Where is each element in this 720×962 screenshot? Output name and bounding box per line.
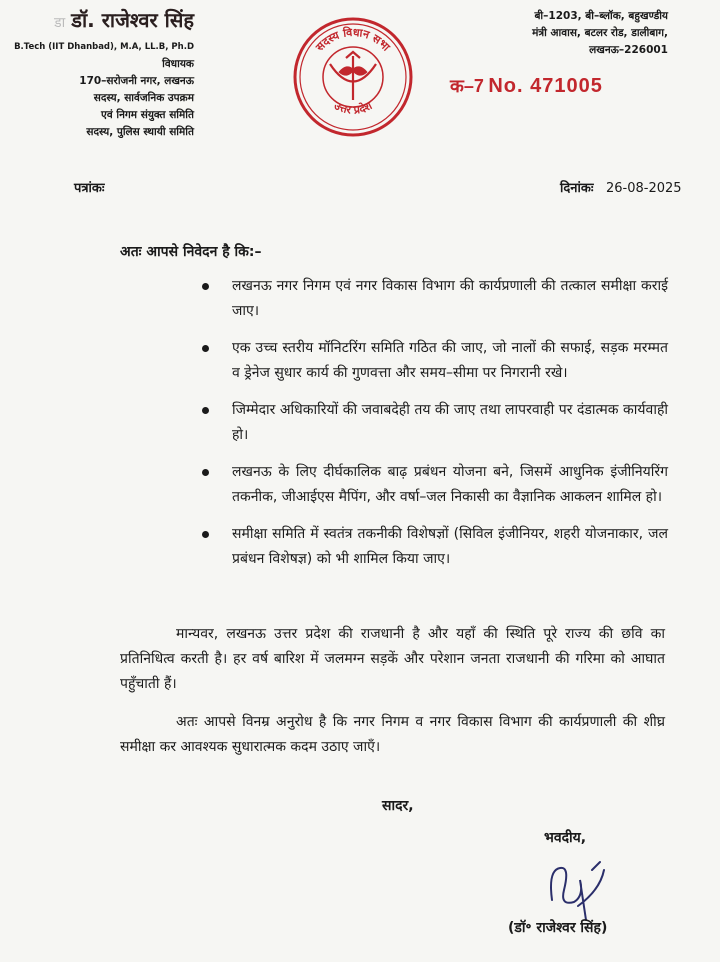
request-list	[196, 274, 668, 584]
request-text: एक उच्च स्तरीय मॉनिटरिंग समिति गठित की जाए, जो नालों की सफाई, सड़क मरम्मत व ड्रेनेज सुधार कार्य की गुणवत्ता और समय–सीमा पर निगरानी रखे।	[232, 340, 668, 381]
bullet-icon	[202, 345, 209, 352]
request-item	[196, 336, 668, 386]
committee-line-2: एवं निगम संयुक्त समिति	[101, 109, 194, 121]
emblem-top-text: सदस्य विधान सभा	[313, 25, 393, 54]
committee-line-1: सदस्य, सार्वजनिक उपक्रम	[93, 92, 194, 104]
request-item	[196, 398, 668, 448]
signature-mark	[530, 840, 640, 930]
designation: विधायक	[162, 58, 194, 70]
reference-label: पत्रांकः	[74, 181, 105, 196]
bullet-icon	[202, 531, 209, 538]
date-row	[560, 178, 682, 196]
committee-line-3: सदस्य, पुलिस स्थायी समिति	[86, 126, 194, 138]
emblem-fish-bow-icon	[330, 52, 376, 100]
date-label: दिनांकः	[560, 181, 594, 196]
serial-number	[450, 74, 630, 98]
salutation: अतः आपसे निवेदन है कि:–	[120, 244, 262, 260]
paragraph-2: अतः आपसे विनम्र अनुरोध है कि नगर निगम व नगर विकास विभाग की कार्यप्रणाली की शीघ्र समीक्षा कर आवश्यक सुधारात्मक कदम उठाए जाएँ।	[120, 714, 665, 755]
request-text: जिम्मेदार अधिकारियों की जवाबदेही तय की जाए तथा लापरवाही पर दंडात्मक कार्यवाही हो।	[232, 402, 668, 443]
serial-prefix: क–7	[450, 76, 484, 96]
bullet-icon	[202, 407, 209, 414]
serial-value: No. 471005	[488, 75, 603, 97]
address-line-3: लखनऊ–226001	[589, 44, 668, 56]
signer-name: (डॉ॰ राजेश्वर सिंह)	[508, 920, 608, 936]
request-text: लखनऊ नगर निगम एवं नगर विकास विभाग की कार्यप्रणाली की तत्काल समीक्षा कराई जाए।	[232, 278, 668, 319]
vidhan-sabha-emblem	[290, 14, 416, 140]
sign-off: भवदीय,	[544, 830, 587, 846]
bullet-icon	[202, 469, 209, 476]
letterhead-left	[0, 6, 210, 141]
letterhead-name-text: डॉ. राजेश्वर सिंह	[71, 8, 194, 32]
letterhead-name-prefix: डा	[54, 15, 66, 31]
address-line-1: बी–1203, बी–ब्लॉक, बहुखण्डीय	[534, 10, 668, 22]
letterhead-name	[0, 6, 210, 33]
bullet-icon	[202, 283, 209, 290]
date-value: 26-08-2025	[606, 181, 682, 196]
request-item	[196, 274, 668, 324]
request-text: समीक्षा समिति में स्वतंत्र तकनीकी विशेषज्ञों (सिविल इंजीनियर, शहरी योजनाकार, जल प्रबंधन विशेषज्ञ) को भी शामिल किया जाए।	[232, 526, 668, 567]
emblem-bottom-text: उत्तर प्रदेश	[331, 99, 375, 117]
request-item	[196, 460, 668, 510]
constituency: 170–सरोजनी नगर, लखनऊ	[79, 75, 194, 87]
address-line-2: मंत्री आवास, बटलर रोड, डालीबाग,	[532, 27, 668, 39]
closing: सादर,	[382, 798, 414, 814]
request-item	[196, 522, 668, 572]
paragraph-1: मान्यवर, लखनऊ उत्तर प्रदेश की राजधानी है और यहाँ की स्थिति पूरे राज्य की छवि का प्रतिनिधित्व करती है। हर वर्ष बारिश में जलमग्न सड़कें और परेशान जनता राजधानी की गरिमा को आघात पहुँचाती हैं।	[120, 626, 665, 692]
letterhead-right	[438, 8, 668, 59]
qualifications: B.Tech (IIT Dhanbad), M.A, LL.B, Ph.D	[14, 42, 194, 52]
request-text: लखनऊ के लिए दीर्घकालिक बाढ़ प्रबंधन योजना बने, जिसमें आधुनिक इंजीनियरिंग तकनीक, जीआईएस मैपिंग, और वर्षा–जल निकासी का वैज्ञानिक आकलन शामिल हो।	[232, 464, 668, 505]
